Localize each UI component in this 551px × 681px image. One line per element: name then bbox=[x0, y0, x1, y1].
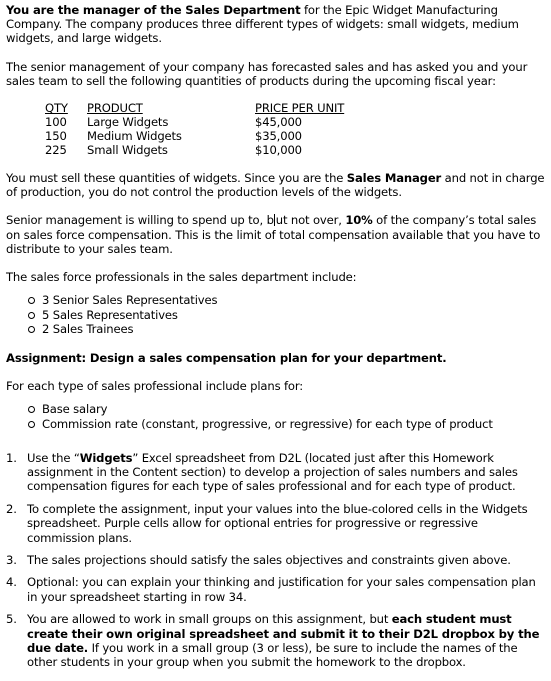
row-qty: 150 bbox=[45, 129, 67, 144]
row-price: $35,000 bbox=[255, 129, 302, 144]
row-product: Small Widgets bbox=[87, 143, 168, 158]
sell-paragraph: You must sell these quantities of widgets. Since you are the Sales Manager and not in charge of production, you do not control the production levels of the widgets. bbox=[6, 171, 545, 200]
sell-bold: Sales Manager bbox=[346, 171, 442, 186]
products-table bbox=[45, 101, 344, 157]
row-price: $45,000 bbox=[255, 115, 302, 130]
assignment-heading: Assignment: Design a sales compensation plan for your department. bbox=[6, 351, 447, 366]
row-qty: 100 bbox=[45, 115, 67, 130]
plans-intro: For each type of sales professional include plans for: bbox=[6, 379, 304, 394]
list-item: 2 Sales Trainees bbox=[28, 322, 547, 337]
list-item: Commission rate (constant, progressive, or regressive) for each type of product bbox=[28, 417, 547, 432]
circle-bullet-icon bbox=[28, 421, 35, 428]
staff-list bbox=[6, 293, 547, 337]
step-item: 5. You are allowed to work in small groups on this assignment, but each student must create their own original spreadsheet and submit it to their D2L dropbox by the due date. If you work in a small group (3 or less), be sure to include the names of the other students in your group when you submit the homework to the dropbox. bbox=[6, 612, 540, 670]
circle-bullet-icon bbox=[28, 297, 35, 304]
staff-intro: The sales force professionals in the sales department include: bbox=[6, 270, 357, 285]
row-price: $10,000 bbox=[255, 143, 302, 158]
table-row bbox=[45, 143, 344, 157]
circle-bullet-icon bbox=[28, 406, 35, 413]
budget-paragraph[interactable]: Senior management is willing to spend up to, b ut not over, 10% of the company’s total sales on sales force compensation. This is the limit of total compensation available that you have to distribute to your sales team. bbox=[6, 213, 541, 256]
header-price: PRICE PER UNIT bbox=[255, 101, 345, 116]
products-header-row bbox=[45, 101, 344, 115]
row-product: Medium Widgets bbox=[87, 129, 182, 144]
step-item: 1. Use the “Widgets” Excel spreadsheet from D2L (located just after this Homework assignment in the Content section) to develop a projection of sales numbers and sales compensation figures for each type of sales professional and for each type of product. bbox=[6, 450, 518, 494]
budget-bold: 10% bbox=[345, 213, 373, 228]
row-product: Large Widgets bbox=[87, 115, 169, 130]
list-item: Base salary bbox=[28, 402, 547, 417]
step-item: 3. The sales projections should satisfy the sales objectives and constraints given above. bbox=[6, 553, 511, 568]
header-qty: QTY bbox=[45, 101, 68, 116]
step-item: 2. To complete the assignment, input your values into the blue-colored cells in the Widgets spreadsheet. Purple cells allow for optional entries for progressive or regressive commission plans. bbox=[6, 501, 528, 545]
forecast-paragraph: The senior management of your company has forecasted sales and has asked you and your sales team to sell the following quantities of products during the upcoming fiscal year: bbox=[6, 59, 528, 88]
intro-rest: for the Epic Widget Manufacturing Company. The company produces three different types of widgets: small widgets, medium widgets, and large widgets. bbox=[6, 3, 519, 46]
header-product: PRODUCT bbox=[87, 101, 143, 116]
step-item: 4. Optional: you can explain your thinking and justification for your sales compensation plan in your spreadsheet starting in row 34. bbox=[6, 575, 536, 604]
circle-bullet-icon bbox=[28, 326, 35, 333]
table-row bbox=[45, 115, 344, 129]
intro-lead: You are the manager of the Sales Department bbox=[6, 3, 301, 17]
table-row bbox=[45, 129, 344, 143]
row-qty: 225 bbox=[45, 143, 67, 158]
circle-bullet-icon bbox=[28, 312, 35, 319]
intro-paragraph bbox=[6, 3, 547, 46]
steps-list bbox=[6, 451, 547, 670]
list-item: 5 Sales Representatives bbox=[28, 308, 547, 323]
plans-list bbox=[6, 402, 547, 431]
list-item: 3 Senior Sales Representatives bbox=[28, 293, 547, 308]
